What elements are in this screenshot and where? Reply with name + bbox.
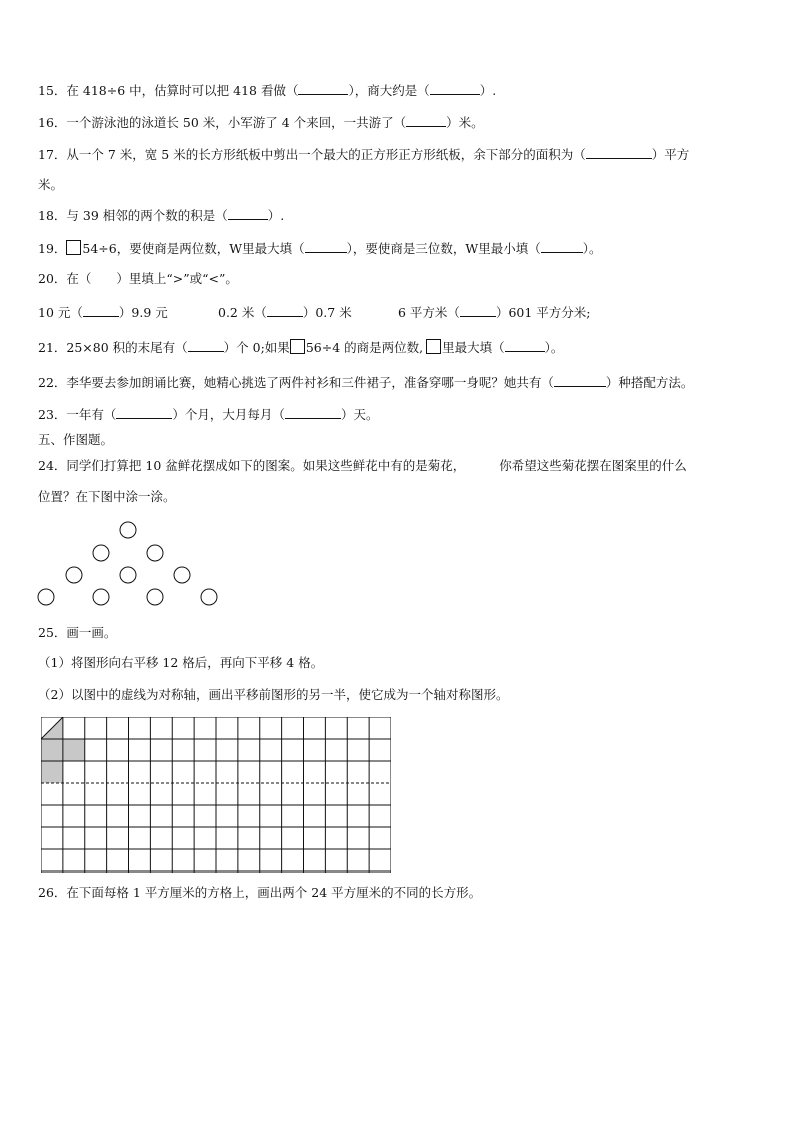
section-heading: 五、作图题。 [38, 432, 114, 447]
square-grid[interactable] [41, 717, 391, 873]
question-number: 26． [38, 885, 67, 900]
question-number: 19． [38, 241, 67, 256]
question-number: 16． [38, 115, 67, 130]
question-number: 18． [38, 208, 67, 223]
flower-pot[interactable] [38, 589, 54, 605]
flower-pattern [36, 520, 226, 610]
question-number: 20． [38, 271, 67, 286]
comparison-2: 0.2 米（ ）0.7 米 [218, 305, 352, 320]
digit-box[interactable] [290, 339, 305, 354]
answer-blank[interactable] [430, 84, 480, 95]
question-19: 19． 54÷6，要使商是两位数，W里最大填（ ），要使商是三位数，W里最小填（ ）。 [38, 241, 602, 256]
question-26: 26．在下面每格 1 平方厘米的方格上，画出两个 24 平方厘米的不同的长方形。 [38, 885, 482, 900]
question-20: 20．在（ ）里填上“>”或“<”。 [38, 271, 238, 286]
answer-blank[interactable] [460, 306, 496, 317]
question-25-part-2: （2）以图中的虚线为对称轴，画出平移前图形的另一半，使它成为一个轴对称图形。 [38, 687, 509, 702]
answer-blank[interactable] [586, 148, 652, 159]
answer-blank[interactable] [188, 341, 224, 352]
question-15: 15．在 418÷6 中，估算时可以把 418 看做（ ），商大约是（ ）. [38, 83, 497, 98]
answer-blank[interactable] [505, 341, 545, 352]
question-22: 22．李华要去参加朗诵比赛，她精心挑选了两件衬衫和三件裙子，准备穿哪一身呢？她共有（ ）种搭配方法。 [38, 375, 694, 390]
question-17: 17．从一个 7 米，宽 5 米的长方形纸板中剪出一个最大的正方形正方形纸板，余下部分的面积为（ ）平方 [38, 147, 690, 162]
question-number: 23． [38, 407, 67, 422]
answer-blank[interactable] [285, 408, 341, 419]
question-25-part-1: （1）将图形向右平移 12 格后，再向下平移 4 格。 [38, 655, 324, 670]
answer-blank[interactable] [554, 376, 606, 387]
flower-pot[interactable] [66, 567, 82, 583]
question-number: 17． [38, 147, 67, 162]
question-number: 25． [38, 625, 67, 640]
answer-blank[interactable] [406, 116, 446, 127]
answer-blank[interactable] [83, 306, 119, 317]
question-21: 21．25×80 积的末尾有（ ）个 0;如果 56÷4 的商是两位数, 里最大填（ ）。 [38, 340, 564, 355]
question-number: 22． [38, 375, 67, 390]
flower-pot[interactable] [147, 545, 163, 561]
question-24-continued: 位置？在下图中涂一涂。 [38, 489, 176, 504]
answer-blank[interactable] [116, 408, 172, 419]
flower-pot[interactable] [201, 589, 217, 605]
grid-lines [41, 717, 391, 873]
question-24: 24．同学们打算把 10 盆鲜花摆成如下的图案。如果这些鲜花中有的是菊花， 你希望这些菊花摆在图案里的什么 [38, 458, 687, 473]
question-25: 25．画一画。 [38, 625, 117, 640]
flower-pot[interactable] [120, 567, 136, 583]
comparison-1: 10 元（ ）9.9 元 [38, 305, 168, 320]
answer-blank[interactable] [541, 242, 583, 253]
answer-blank[interactable] [228, 209, 268, 220]
question-number: 15． [38, 83, 67, 98]
flower-pot[interactable] [120, 522, 136, 538]
flower-pot[interactable] [93, 545, 109, 561]
question-16: 16．一个游泳池的泳道长 50 米，小军游了 4 个来回，一共游了（ ）米。 [38, 115, 484, 130]
digit-box[interactable] [66, 240, 81, 255]
answer-blank[interactable] [298, 84, 348, 95]
question-number: 24． [38, 458, 67, 473]
comparison-3: 6 平方米（ ）601 平方分米; [398, 305, 591, 320]
question-17-continued: 米。 [38, 177, 64, 192]
answer-blank[interactable] [267, 306, 303, 317]
flower-pot[interactable] [174, 567, 190, 583]
answer-blank[interactable] [305, 242, 347, 253]
question-18: 18．与 39 相邻的两个数的积是（ ）. [38, 208, 285, 223]
digit-box[interactable] [426, 339, 441, 354]
flower-pot[interactable] [147, 589, 163, 605]
question-23: 23．一年有（ ）个月，大月每月（ ）天。 [38, 407, 379, 422]
flower-pot[interactable] [93, 589, 109, 605]
question-number: 21． [38, 340, 67, 355]
